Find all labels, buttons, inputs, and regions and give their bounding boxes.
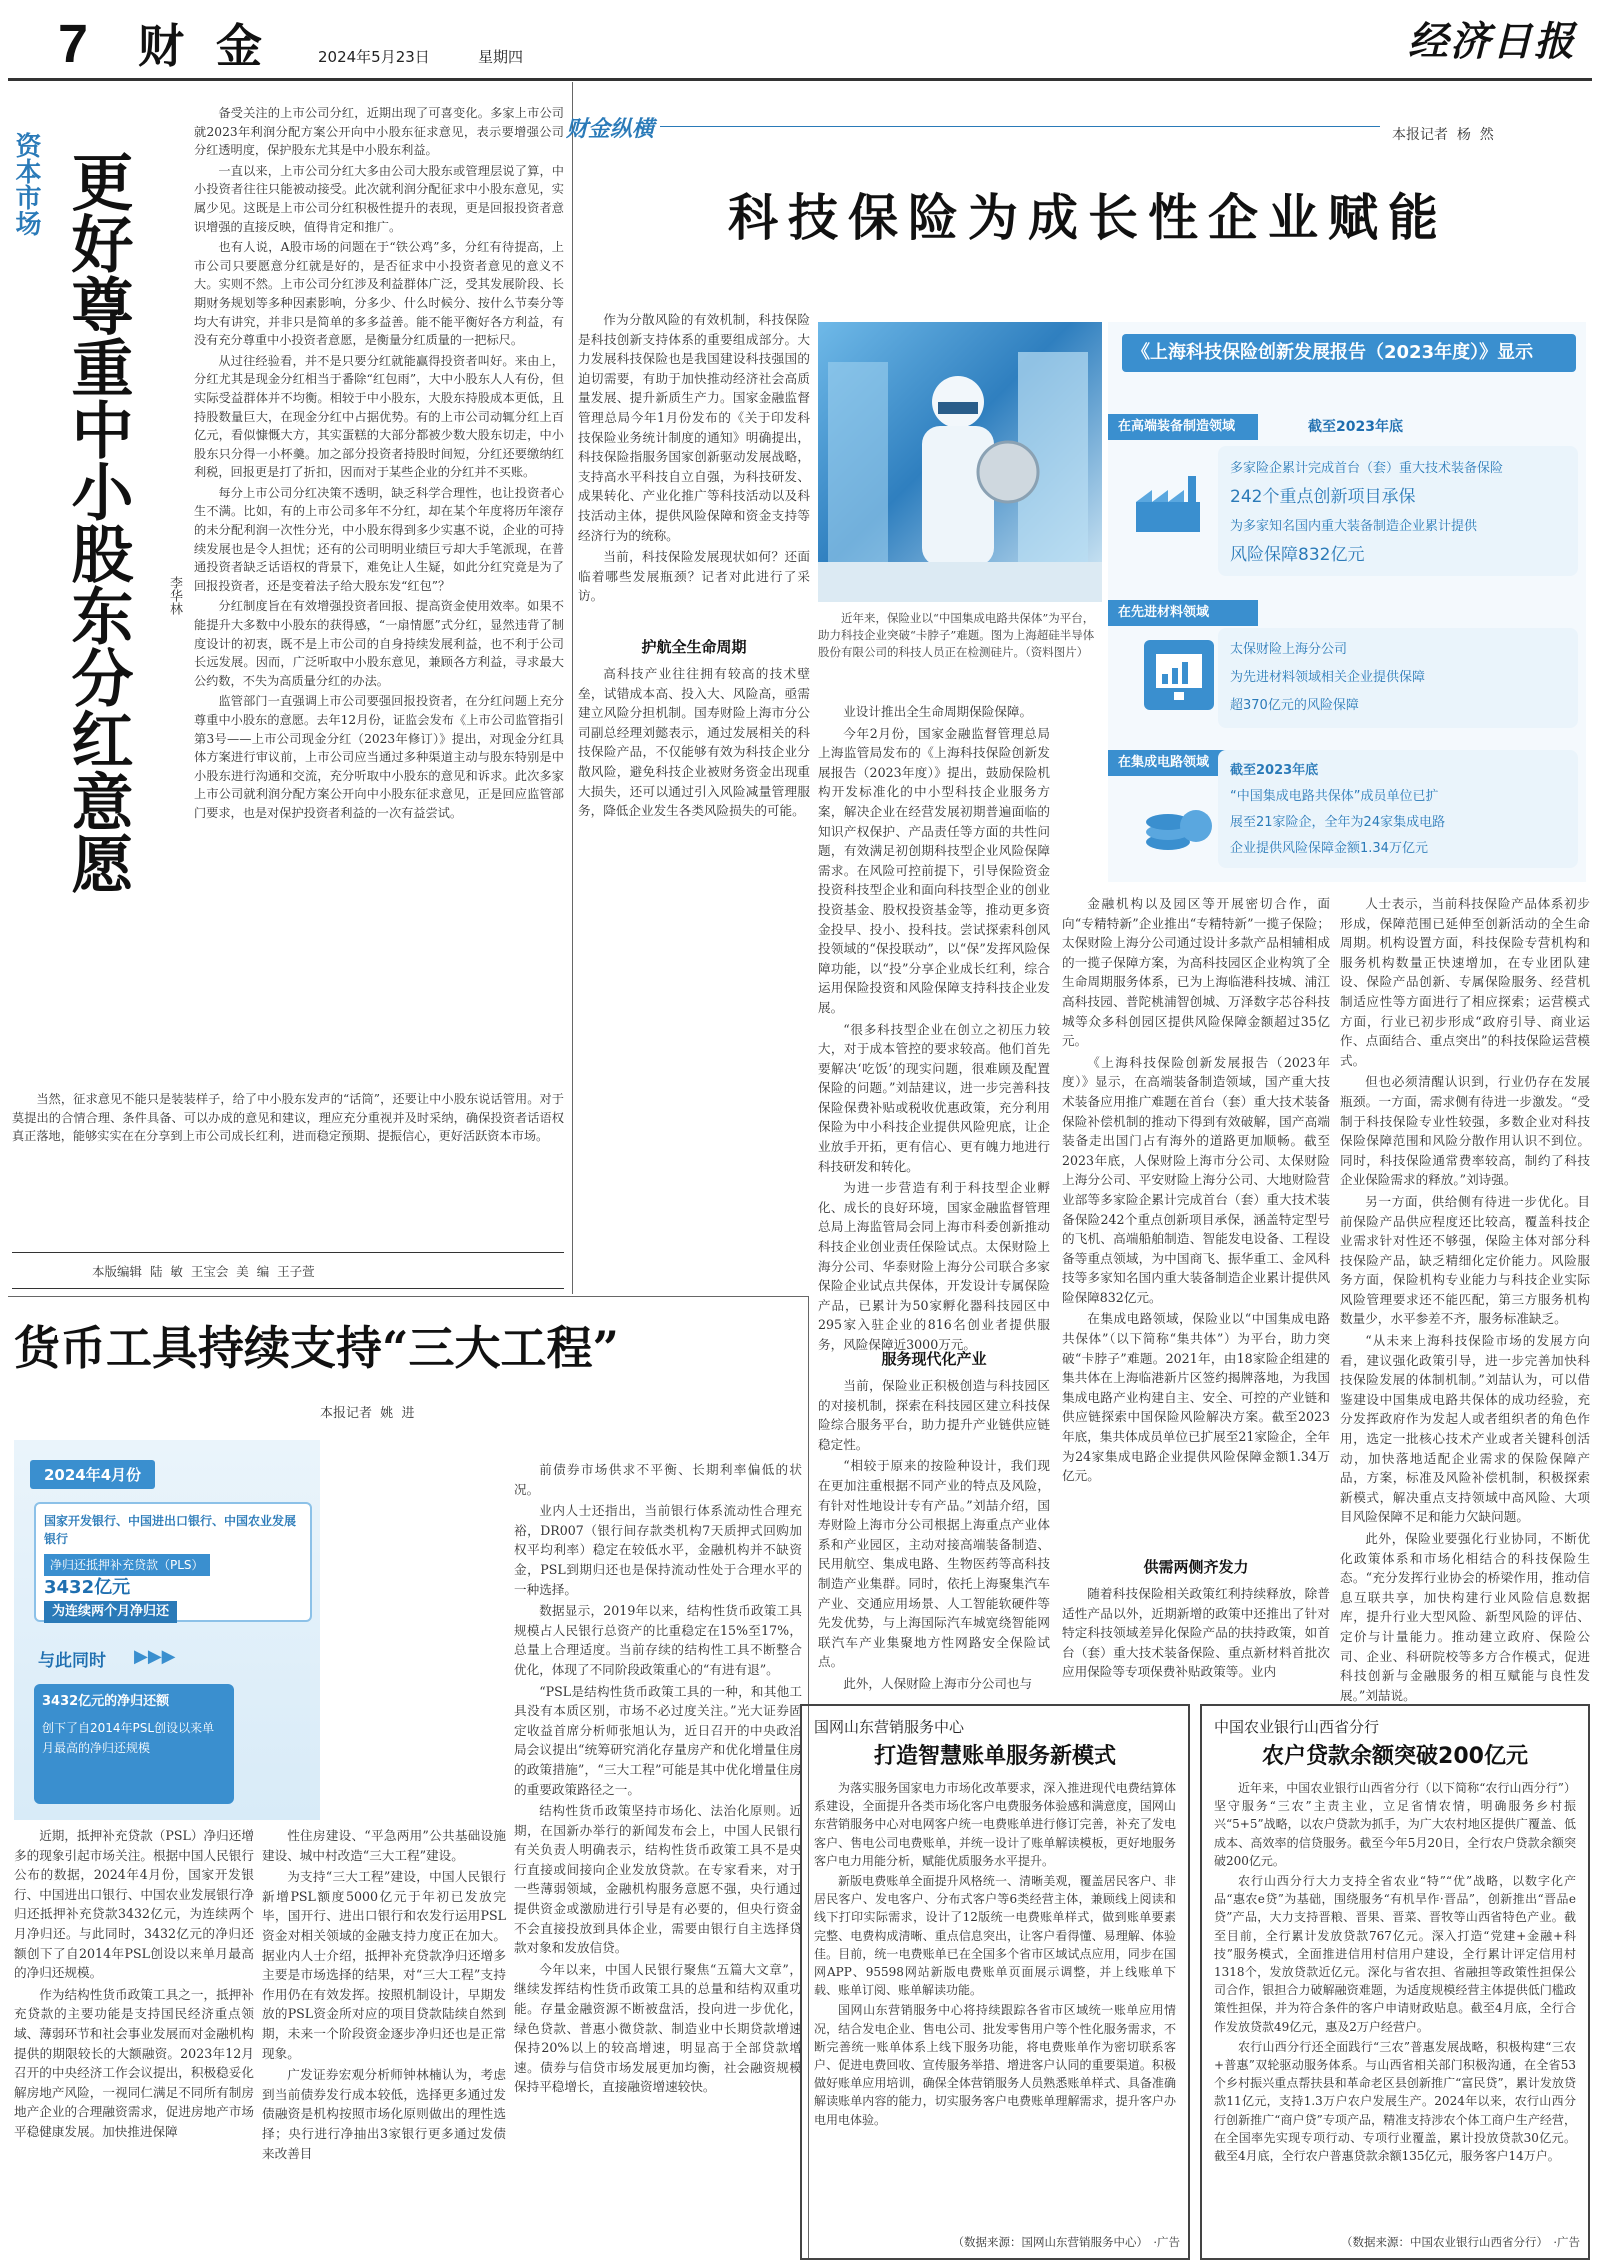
ad1-source: （数据来源：国网山东营销服务中心） [952,2235,1148,2249]
infographic-box [1218,446,1578,576]
left-vertical-rule [572,82,573,1294]
masthead-logo: 经济日报 [1408,18,1576,65]
info-line: 为多家知名国内重大装备制造企业累计提供 [1230,519,1478,534]
left-article-body [194,104,564,1084]
currency-top-rule [8,1296,808,1297]
para: 也有人说，A股市场的问题在于“铁公鸡”多，分红有待提高，上市公司只要愿意分红就是好的，是否征求中小投资者意见的意义不大。实则不然。上市公司分红涉及利益群体广泛，受其发展阶段、长期财务规划等多种因素影响，分多少、什么时候分、按什么节奏分等均大有讲究，并非只是简单的多多益善。能不能平衡好各方利益，有没有充分尊重中小投资者意愿，是衡量分红质量的一把标尺。 [194,240,564,348]
para: 今年以来，中国人民银行聚焦“五篇大文章”，继续发挥结构性货币政策工具的总量和结构双重功能。存量金融资源不断被盘活，投向进一步优化，绿色贷款、普惠小微贷款、制造业中长期贷款增速保持20%以上的较高增速，明显高于全部贷款增速。债券与信贷市场发展更加均衡，社会融资规模保持平稳增长，直接融资增速较快。 [514,1961,802,2095]
ad2-org: 中国农业银行山西省分行 [1214,1718,1380,1736]
info-line: 多家险企累计完成首台（套）重大技术装备保险 [1230,461,1504,476]
infographic-tag: 在先进材料领域 [1108,600,1258,626]
para: 从过往经验看，并不是只要分红就能赢得投资者叫好。来由上，分红尤其是现金分红相当于番除“红包雨”，大中小股东人人有份，但实际受益群体并不均衡。相较于中小股东，大股东持股成本更低，且持股数量巨大，在现金分红中占据优势。有的上市公司动辄分红上百亿元，看似慷慨大方，其实蛋糕的大部分都被少数大股东切走，中小股东只分得一小杯羹。加之部分投资者持股时间短，分红还要缴纳红利税，回报更是打了折扣，因而对于某些企业的分红并不买账。 [194,353,564,480]
para: 一直以来，上市公司分红大多由公司大股东或管理层说了算，中小投资者往往只能被动接受。此次就利润分配征求中小股东意见，实属少见。这既是上市公司分红积极性提升的表现，更是回报投资者意识增强的直接反映，值得肯定和推广。 [194,163,564,234]
para: 广发证券宏观分析师钟林楠认为，考虑到当前债券发行成本较低，选择更多通过发债融资是机构按照市场化原则做出的理性选择；央行进行净抽出3家银行更多通过发债来改善目 [262,2067,506,2161]
main-col3 [1062,894,1330,1544]
info-line: 截至2023年底 [1230,763,1319,778]
para: 金融机构以及园区等开展密切合作，面向“专精特新”企业推出“专精特新”一揽子保险；太保财险上海分公司通过设计多款产品相辅相成的一揽子保障方案，为高科技园区企业构筑了全生命周期服务体系，已为上海临港科技城、浦江高科技园、普陀桃浦智创城、万泽数字芯谷科技城等众多科创园区提供风险保障金额超过35亿元。 [1062,896,1330,1049]
issue-date: 2024年5月23日 [318,48,430,66]
para: 高科技产业往往拥有较高的技术壁垒，试错成本高、投入大、风险高，亟需建立风险分担机制。国寿财险上海市分公司副总经理刘懿表示，通过发展相关的科技保险产品，不仅能够有效为科技企业分散风险，避免科技企业被财务资金出现重大损失，还可以通过引入风险减量管理服务，降低企业发生各类风险损失的可能。 [578,666,810,819]
infographic-box [1218,628,1578,728]
column-tag-capital-market: 资本市场 [11,132,41,236]
para: 当前，科技保险发展现状如何？还面临着哪些发展瓶颈？记者对此进行了采访。 [578,549,810,604]
editors-rule-top [12,1252,564,1253]
issue-weekday: 星期四 [478,48,524,66]
left-article-tail [12,1090,564,1230]
page-editors: 本版编辑 陆 敏 王宝会 美 编 王子萱 [92,1264,315,1279]
psl-banks: 国家开发银行、中国进出口银行、中国农业发展银行 [44,1514,297,1546]
main-intro [578,310,810,630]
coins-icon [1138,792,1218,862]
sec3-body [1062,1584,1330,1694]
psl-net-value: 3432亿元 [44,1577,131,1598]
psl-record-title: 3432亿元的净归还额 [42,1694,170,1709]
section-title-industry: 服务现代化产业 [881,1350,987,1368]
para: “从未来上海科技保险市场的发展方向看，建议强化政策引导，进一步完善加快科技保险发展的体制机制。”刘喆认为，可以借鉴建设中国集成电路共保体的成功经验，充分发挥政府作为发起人或者组织者的角色作用，选定一批核心技术产业或者关键科创活动，加快落地适配企业需求的保险保障产品，方案，标准及风险补偿机制，积极探索新模式，解决重点支持领域中高风险、大项目风险保障不足和能力欠缺问题。 [1340,1333,1590,1525]
info-line: 太保财险上海分公司 [1230,642,1348,657]
para: 农行山西分行还全面践行“三农”普惠发展战略，积极构建“三农+普惠”双轮驱动服务体系。与山西省相关部门积极沟通，在全省53个乡村振兴重点帮扶县和革命老区县创新推广“富民贷”，累计发放贷款11亿元，支持1.3万户农户发展生产。2024年以来，农行山西分行创新推广“商户贷”专项产品，精准支持涉农个体工商户生产经营，在全国率先实现专项行动、专项行业覆盖，累计投放贷款30亿元。截至4月底，全行农户普惠贷款余额135亿元，服务客户14万户。 [1214,2039,1576,2164]
ad2-title: 农户贷款余额突破200亿元 [1262,1744,1528,1769]
psl-month-badge: 2024年4月份 [30,1460,155,1489]
para: 新版电费账单全面提升风格统一、清晰美观，覆盖居民客户、非居民客户、发电客户、分布式客户等6类经营主体，兼顾线上阅读和线下打印实际需求，设计了12版统一电费账单样式，做到账单要素完整、电费构成清晰、重点信息突出，让客户看得懂、易理解、体验佳。目前，统一电费账单已在全国多个省市区域试点应用，同步在国网APP、95598网站新版电费账单页面展示调整，并上线账单下载、账单订阅、账单解读功能。 [814,1874,1176,1998]
para: 农行山西分行大力支持全省农业“特”“优”战略，以数字化产品“惠农e贷”为基础，围绕服务“有机旱作·晋品”，创新推出“晋品e贷”产品，大力支持晋粮、晋果、晋菜、晋牧等山西省特色产业。截至目前，全行累计发放贷款767亿元。深入打造“党建+金融+科技”服务模式，全面推进信用村信用户建设，全行累计评定信用村1318个，发放贷款近亿元。深化与省农担、省融担等政策性担保公司合作，银担合力破解融资难题，为适度规模经营主体提供低门槛政策性担保，并为符合条件的客户申请财政贴息。截至4月底，全行合作发放贷款49亿元，惠及2万户经营户。 [1214,1874,1576,2034]
infographic-box [1218,750,1578,868]
main-top-rule [660,126,1380,127]
sec2-body [818,1376,1050,1696]
infographic-tag: 在集成电路领域 [1108,750,1258,776]
para: 为进一步营造有利于科技型企业孵化、成长的良好环境，国家金融监督管理总局上海监管局会同上海市科委创新推动科技企业创业责任保险试点。太保财险上海分公司、华泰财险上海分公司联合多家保险企业试点共保体，开发设计专属保险产品，已累计为50家孵化器科技园区中295家入驻企业的816名创业者提供服务，风险保障近3000万元。 [818,1180,1050,1352]
para: 另一方面，供给侧有待进一步优化。目前保险产品供应程度还比较高，覆盖科技企业需求针对性还不够强，保险主体对部分科技保险产品，缺乏精细化定价能力。风险服务方面，保险机构专业能力与科技企业实际风险管理要求还不能匹配，第三方服务机构数量少，水平参差不齐，服务标准缺乏。 [1340,1193,1590,1327]
para: 在集成电路领域，保险业以“中国集成电路共保体”（以下简称“集共体”）为平台，助力突破“卡脖子”难题。2021年，由18家险企组建的集共体在上海临港新片区签约揭牌落地，为我国集成电路产业构建自主、安全、可控的产业链和供应链探索中国保险风险解决方案。截至2023年底，集共体成员单位已扩展至21家险企，全年为24家集成电路企业提供风险保障金额1.34万亿元。 [1062,1311,1330,1484]
editors-rule-bottom [12,1288,564,1289]
factory-icon [1128,462,1208,542]
para: “很多科技型企业在创立之初压力较大，对于成本管控的要求较高。他们首先要解决‘吃饭’的现实问题，很难顾及配置保险的问题。”刘喆建议，进一步完善科技保险保费补贴或税收优惠政策，充分利用保险为中小科技企业提供风险兜底，让企业放手开拓，更有信心、更有魄力地进行科技研发和转化。 [818,1021,1050,1174]
para: 前债券市场供求不平衡、长期利率偏低的状况。 [514,1462,802,1497]
insurance-infographic [1108,322,1586,882]
currency-byline: 本报记者 姚 进 [320,1406,415,1421]
ad1-mark: ·广告 [1153,2235,1180,2249]
page-number: 7 [58,14,89,74]
cleanroom-photo [818,322,1102,602]
section-title-supply-demand: 供需两侧齐发力 [1143,1558,1249,1576]
para: 分红制度旨在有效增强投资者回报、提高资金使用效率。如果不能提升大多数中小股东的获得感，“一扇情愿”式分红，显然违背了制度设计的初衷，既不是上市公司的自身持续发展利益，也不利于公司长远发展。因而，广泛听取中小股东意见，兼顾各方利益，寻求最大公约数，不失为高质量分红的办法。 [194,599,564,688]
para: “相较于原来的按险种设计，我们现在更加注重根据不同产业的特点及风险，有针对性地设计专有产品。”刘喆介绍，国寿财险上海市分公司根据上海重点产业体系和产业园区，主动对接高端装备制造、民用航空、集成电路、生物医药等高科技制造产业集群。同时，依托上海聚集汽车产业、交通应用场景、人工智能软硬件等先发优势，与上海国际汽车城宽绕智能网联汽车产业集聚地方性网路安全保险试点。 [818,1458,1050,1670]
main-article-title: 科技保险为成长性企业赋能 [728,188,1448,247]
play-arrows-icon: ▶▶▶ [134,1646,176,1667]
column-tag-finance-horizon: 财金纵横 [566,117,655,142]
para: 结构性货币政策坚持市场化、法治化原则。近期，在国新办举行的新闻发布会上，中国人民银行有关负责人明确表示，结构性货币政策工具不是央行直接或间接向企业发放贷款。在专家看来，对于一些薄弱领域，金融机构服务意愿不强，央行通过提供资金或激励进行引导是有必要的，但央行资金不会直接投放到具体企业，需要由银行自主选择贷款对象和发放信贷。 [514,1803,802,1956]
para: 监管部门一直强调上市公司要强回报投资者，在分红问题上充分尊重中小股东的意愿。去年12月份，证监会发布《上市公司监管指引第3号——上市公司现金分红（2023年修订）》提出，对现金分红具体方案进行审议前，上市公司应当通过多种渠道主动与股东特别是中小股东进行沟通和交流，充分听取中小股东的意见和诉求。此次多家上市公司就利润分配方案公开向中小股东征求意见，正是回应监管部门要求，也是对保护投资者利益的一次有益尝试。 [194,694,564,820]
para: 业内人士还指出，当前银行体系流动性合理充裕，DR007（银行间存款类机构7天质押式回购加权平均利率）稳定在较低水平，金融机构并不缺资金，PSL到期归还也是保持流动性处于合理水平的一种选择。 [514,1503,802,1597]
infographic-title: 《上海科技保险创新发展报告（2023年度）》显示 [1122,334,1576,372]
left-article-title: 更好尊重中小股东分红意愿 [61,150,134,894]
main-byline: 本报记者 杨 然 [1392,127,1494,143]
photo-caption: 近年来，保险业以“中国集成电路共保体”为平台，助力科技企业突破“卡脖子”难题。图为上海超硅半导体股份有限公司的科技人员正在检测硅片。（资料图片） [818,611,1095,659]
para: 此外，人保财险上海市分公司也与 [843,1675,1033,1691]
para: 当前，保险业正积极创造与科技园区的对接机制，探索在科技园区建立科技保险综合服务平台，助力提升产业链供应链稳定性。 [818,1378,1050,1452]
ad1-title: 打造智慧账单服务新模式 [873,1744,1116,1769]
para: 当然，征求意见不能只是装装样子，给了中小股东发声的“话筒”，还要让中小股东说话管用。对于莫提出的合情合理、条件具备、可以办成的意见和建议，理应充分重视并及时采纳，确保投资者话语权真正落地，能够实实在在分享到上市公司成长红利，进而稳定预期、提振信心，更好活跃资本市场。 [12,1092,564,1144]
info-line: 企业提供风险保障金额1.34万亿元 [1230,841,1428,856]
currency-col1 [14,1826,254,2256]
main-col4 [1340,894,1590,1703]
photo-illustration [818,322,1102,602]
ad2-mark: ·广告 [1553,2235,1580,2249]
ad2-source: （数据来源：中国农业银行山西省分行） [1341,2235,1548,2249]
section-title-lifecycle: 护航全生命周期 [641,638,747,656]
para: “PSL是结构性货币政策工具的一种，和其他工具没有本质区别，市场不必过度关注。”光大证券固定收益首席分析师张旭认为，近日召开的中央政治局会议提出“统筹研究消化存量房产和优化增量住房的政策措施”，“三大工程”可能是其中优化增量住房的重要政策路径之一。 [514,1683,802,1797]
ad-abc-shanxi [1200,1704,1590,2260]
psl-banks-box [34,1502,312,1622]
currency-article-title: 货币工具持续支持“三大工程” [14,1321,619,1375]
para: 此外，保险业要强化行业协同，不断优化政策体系和市场化相结合的科技保险生态。“充分发挥行业协会的桥梁作用，推动信息互联共享，加快构建行业风险信息数据库，提升行业大型风险、新型风险的评估、定价与计量能力。推动建立政府、保险公司、企业、科研院校等多方合作模式，促进科技创新与金融服务的相互赋能与良性发展。”刘喆说。 [1340,1531,1590,1703]
para: 性住房建设、“平急两用”公共基础设施建设、城中村改造“三大工程”建设。 [262,1828,506,1863]
section-name: 财 金 [138,19,263,73]
para: 国网山东营销服务中心将持续跟踪各省市区域统一账单应用情况，结合发电企业、售电公司、批发零售用户等个性化服务需求，不断完善统一账单体系上线下服务功能，将电费账单作为密切联系客户、促进电费回收、宣传服务举措、增进客户认同的重要渠道。积极做好账单应用培训，确保全体营销服务人员熟悉账单样式、具备准确解读账单内容的能力，切实服务客户电费账单理解需求，提升客户办电用电体验。 [814,2003,1176,2127]
psl-graphic [14,1440,320,1820]
main-col2 [818,702,1050,1352]
psl-consecutive: 为连续两个月净归还 [44,1601,177,1623]
page-header [0,0,1600,80]
para: 《上海科技保险创新发展报告（2023年度）》显示，在高端装备制造领域，国产重大技术装备应用推广难题在首台（套）重大技术装备保险补偿机制的推动下得到有效破解，国产高端装备走出国门占有海外的道路更加顺畅。截至2023年底，人保财险上海市分公司、太保财险上海分公司、平安财险上海分公司、大地财险营业部等多家险企累计完成首台（套）重大技术装备保险242个重点创新项目承保，涵盖特定型号的飞机、高端船舶制造、智能发电设备、工程设备等重点领域，为中国商飞、振华重工、金风科技等多家知名国内重大装备制造企业累计提供风险保障832亿元。 [1062,1054,1330,1305]
info-line: 超370亿元的风险保障 [1230,698,1359,713]
left-article-author: 李华林 [167,576,182,615]
currency-col2 [262,1826,506,2256]
sec1-body [578,664,810,1294]
header-rule [8,78,1592,81]
psl-record-desc: 创下了自2014年PSL创设以来单月最高的净归还规模 [42,1721,215,1755]
ad-state-grid [800,1704,1190,2260]
para: 作为结构性货币政策工具之一，抵押补充贷款的主要功能是支持国民经济重点领域、薄弱环节和社会事业发展而对金融机构提供的期限较长的大额融资。2023年12月召开的中央经济工作会议提出，积极稳妥化解房地产风险，一视同仁满足不同所有制房地产企业的合理融资需求，促进房地产市场平稳健康发展。加快推进保障 [14,1986,254,2139]
para: 人士表示，当前科技保险产品体系初步形成，保障范围已延伸至创新活动的全生命周期。机构设置方面，科技保险专营机构和服务机构数量正快速增加，在专业团队建设、保险产品创新、专属保险服务、经营机制适应性等方面进行了相应探索；运营模式方面，行业已初步形成“政府引导、商业运作、点面结合、重点突出”的科技保险运营模式。 [1340,896,1590,1068]
info-line: 风险保障832亿元 [1230,545,1365,565]
para: 但也必须清醒认识到，行业仍存在发展瓶颈。一方面，需求侧有待进一步激发。“受制于科技保险专业性较强，多数企业对科技保险保障范围和风险分散作用认识不到位。同时，科技保险通常费率较高，制约了科技企业保险需求的释放。”刘诗强。 [1340,1074,1590,1188]
psl-record-box [34,1684,234,1804]
para: 近期，抵押补充贷款（PSL）净归还增多的现象引起市场关注。根据中国人民银行公布的数据，2024年4月份，国家开发银行、中国进出口银行、中国农业发展银行净归还抵押补充贷款3432亿元，为连续两个月净归还。与此同时，3432亿元的净归还额创下了自2014年PSL创设以来单月最高的净归还规模。 [14,1828,254,1981]
para: 业设计推出全生命周期保险保障。 [843,704,1033,719]
info-line: “中国集成电路共保体”成员单位已扩 [1230,789,1439,804]
para: 备受关注的上市公司分红，近期出现了可喜变化。多家上市公司就2023年利润分配方案公开向中小股东征求意见，表示要增强公司分红透明度，保护股东尤其是中小股东利益。 [194,106,564,158]
para: 为支持“三大工程”建设，中国人民银行新增PSL额度5000亿元于年初已发放完毕，国开行、进出口银行和农发行运用PSL资金对相关领域的金融支持力度正在加大。据业内人士介绍，抵押补充贷款净归还增多主要是市场选择的结果，对“三大工程”支持作用仍在有效发挥。按照机制设计，早期发放的PSL资金所对应的项目贷款陆续自然到期，未来一个阶段资金逐步净归还也是正常现象。 [262,1869,506,2061]
para: 随着科技保险相关政策红利持续释放，除普适性产品以外，近期新增的政策中还推出了针对特定科技领域差异化保险产品的扶持政策，如首台（套）重大技术装备保险、重点新材料首批次应用保险等专项保费补贴政策等。业内 [1062,1586,1330,1680]
para: 每分上市公司分红决策不透明，缺乏科学合理性，也让投资者心生不满。比如，有的上市公司多年不分红，却在某个年度将历年滚存的未分配利润一次性分光，中小股东得到多少实惠不说，企业的可持续发展也是令人担忧；还有的公司明明业绩巨亏却大手笔派现，在普通投资者缺乏话语权的背景下，难免让人生疑，如此分红究竟是为了回报投资者，还是变着法子给大股东发“红包”？ [194,485,564,593]
infographic-tag: 在高端装备制造领域 [1108,414,1258,440]
info-line: 为先进材料领域相关企业提供保障 [1230,670,1426,685]
psl-meanwhile: 与此同时 [38,1651,106,1671]
para: 今年2月份，国家金融监督管理总局上海监管局发布的《上海科技保险创新发展报告（2023年度）》提出，鼓励保险机构开发标准化的中小型科技企业服务方案，解决企业在经营发展初期普遍面临的知识产权保护、产品责任等方面的共性问题，有效满足初创期科技型企业风险保障需求。在风险可控前提下，引导保险资金投资科技型企业和面向科技型企业的创业投资基金、股权投资基金等，推动更多资金投早、投小、投科技。尝试探索科创风投领域的“保投联动”，以“保”发挥风险保障功能，以“投”分享企业成长红利，综合运用保险投资和风险保障支持科技企业发展。 [818,725,1050,1015]
bar-chart-icon [1144,640,1214,710]
para: 近年来，中国农业银行山西省分行（以下简称“农行山西分行”）坚守服务“三农”主责主业，立足省情农情，明确服务乡村振兴“5+5”战略，以农户贷款为抓手，为广大农村地区提供广覆盖、低成本、高效率的信贷服务。截至今年5月20日，全行农户贷款余额突破200亿元。 [1214,1781,1576,1868]
ad1-org: 国网山东营销服务中心 [814,1718,965,1736]
info-line: 展至21家险企，全年为24家集成电路 [1230,815,1446,830]
psl-net-label: 净归还抵押补充贷款（PLS） [44,1554,210,1576]
para: 作为分散风险的有效机制，科技保险是科技创新支持体系的重要组成部分。大力发展科技保险也是我国建设科技强国的迫切需要，有助于加快推动经济社会高质量发展、提升新质生产力。国家金融监督管理总局今年1月份发布的《关于印发科技保险业务统计制度的通知》明确提出，科技保险指服务国家创新驱动发展战略，支持高水平科技自立自强，为科技研发、成果转化、产业化推广等科技活动以及科技活动主体，提供风险保障和资金支持等经济行为的统称。 [578,312,810,543]
infographic-deadline: 截至2023年底 [1308,419,1403,435]
para: 数据显示，2019年以来，结构性货币政策工具规模占人民银行总资产的比重稳定在15%至17%，总量上合理适度。当前存续的结构性工具不断整合优化，体现了不同阶段政策重心的“有进有退”。 [514,1603,802,1677]
para: 为落实服务国家电力市场化改革要求，深入推进现代电费结算体系建设，全面提升各类市场化客户电费服务体验感和满意度，国网山东营销服务中心对电网客户统一电费账单进行修订完善，补充了发电客户、售电公司电费账单，并统一设计了账单解读模板，更好地服务客户电力用能分析，赋能优质服务水平提升。 [814,1781,1176,1868]
currency-col3 [514,1460,802,2260]
info-line: 242个重点创新项目承保 [1230,487,1416,507]
